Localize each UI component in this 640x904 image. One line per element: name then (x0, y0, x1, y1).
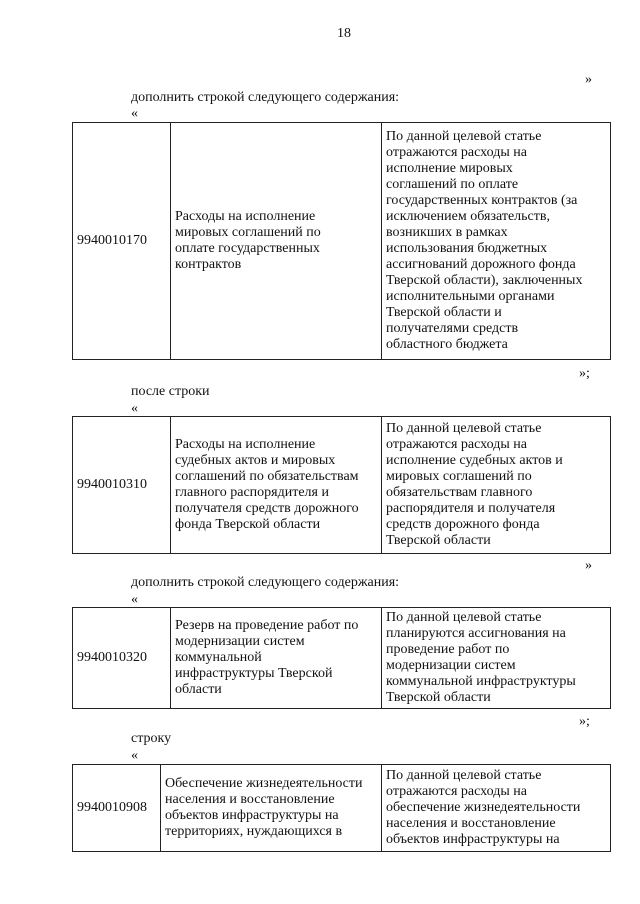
opening-quote: « (131, 401, 138, 416)
text-line: Тверской области), заключенных (386, 273, 583, 288)
target-code-cell: 9940010310 (73, 417, 171, 554)
text-line: возникших в рамках (386, 225, 508, 240)
text-line: коммунальной (175, 650, 262, 665)
budget-table (72, 122, 611, 360)
text-line: Резерв на проведение работ по (175, 618, 359, 633)
text-line: объектов инфраструктуры на (386, 832, 560, 847)
text-line: обязательствам главного (386, 485, 533, 500)
text-line: По данной целевой статье (386, 421, 542, 436)
expense-name-cell (171, 608, 382, 709)
text-line: главного распорядителя и (175, 485, 329, 500)
description-cell (382, 765, 611, 852)
text-line: области (175, 682, 222, 697)
text-line: Тверской области и (386, 305, 502, 320)
description-cell (382, 608, 611, 709)
text-line: мировых соглашений по (386, 469, 532, 484)
opening-quote: « (131, 592, 138, 607)
text-line: инфраструктуры Тверской (175, 666, 333, 681)
text-line: Расходы на исполнение (175, 437, 316, 452)
text-line: средств дорожного фонда (386, 517, 540, 532)
budget-table (72, 764, 611, 852)
page-number: 18 (337, 26, 351, 41)
text-line: По данной целевой статье (386, 768, 542, 783)
closing-quote: » (585, 72, 592, 87)
text-line: мировых соглашений по (175, 225, 321, 240)
text-line: судебных актов и мировых (175, 453, 336, 468)
opening-quote: « (131, 106, 138, 121)
opening-quote: « (131, 748, 138, 763)
instruction-text: дополнить строкой следующего содержания: (131, 575, 400, 590)
text-line: проведение работ по (386, 642, 510, 657)
text-line: распорядителя и получателя (386, 501, 556, 516)
text-line: соглашений по оплате (386, 177, 519, 192)
text-line: исполнение мировых (386, 161, 513, 176)
instruction-text: строку (131, 731, 172, 746)
closing-quote: »; (579, 366, 590, 381)
text-line: обеспечение жизнедеятельности (386, 800, 581, 815)
text-line: населения и восстановление (386, 816, 556, 831)
text-line: государственных контрактов (за (386, 193, 578, 208)
text-line: исполнение судебных актов и (386, 453, 563, 468)
target-code-cell: 9940010908 (73, 765, 161, 852)
text-line: контрактов (175, 257, 242, 272)
text-line: отражаются расходы на (386, 784, 527, 799)
text-line: планируются ассигнования на (386, 626, 566, 641)
text-line: использования бюджетных (386, 241, 548, 256)
text-line: получателями средств (386, 321, 519, 336)
table-row (73, 608, 611, 709)
text-line: Обеспечение жизнедеятельности (165, 776, 363, 791)
instruction-text: дополнить строкой следующего содержания: (131, 90, 400, 105)
text-line: исполнительными органами (386, 289, 555, 304)
text-line: отражаются расходы на (386, 437, 527, 452)
text-line: территориях, нуждающихся в (165, 824, 343, 839)
target-code-cell: 9940010320 (73, 608, 171, 709)
text-line: модернизации систем (386, 658, 516, 673)
text-line: областного бюджета (386, 337, 508, 352)
expense-name-cell (171, 123, 382, 360)
text-line: ассигнований дорожного фонда (386, 257, 576, 272)
closing-quote: » (585, 558, 592, 573)
text-line: Тверской области (386, 690, 491, 705)
text-line: модернизации систем (175, 634, 305, 649)
text-line: получателя средств дорожного (175, 501, 359, 516)
text-line: населения и восстановление (165, 792, 335, 807)
text-line: По данной целевой статье (386, 129, 542, 144)
text-line: фонда Тверской области (175, 517, 321, 532)
text-line: По данной целевой статье (386, 610, 542, 625)
target-code-cell: 9940010170 (73, 123, 171, 360)
expense-name-cell (161, 765, 382, 852)
text-line: коммунальной инфраструктуры (386, 674, 576, 689)
text-line: объектов инфраструктуры на (165, 808, 339, 823)
description-cell (382, 417, 611, 554)
description-cell (382, 123, 611, 360)
text-line: исключением обязательств, (386, 209, 550, 224)
text-line: соглашений по обязательствам (175, 469, 359, 484)
instruction-text: после строки (131, 384, 210, 399)
budget-table (72, 416, 611, 554)
text-line: Тверской области (386, 533, 491, 548)
text-line: отражаются расходы на (386, 145, 527, 160)
text-line: Расходы на исполнение (175, 209, 316, 224)
budget-table (72, 607, 611, 709)
closing-quote: »; (579, 714, 590, 729)
table-row (73, 765, 611, 852)
text-line: оплате государственных (175, 241, 320, 256)
table-row (73, 417, 611, 554)
expense-name-cell (171, 417, 382, 554)
table-row (73, 123, 611, 360)
